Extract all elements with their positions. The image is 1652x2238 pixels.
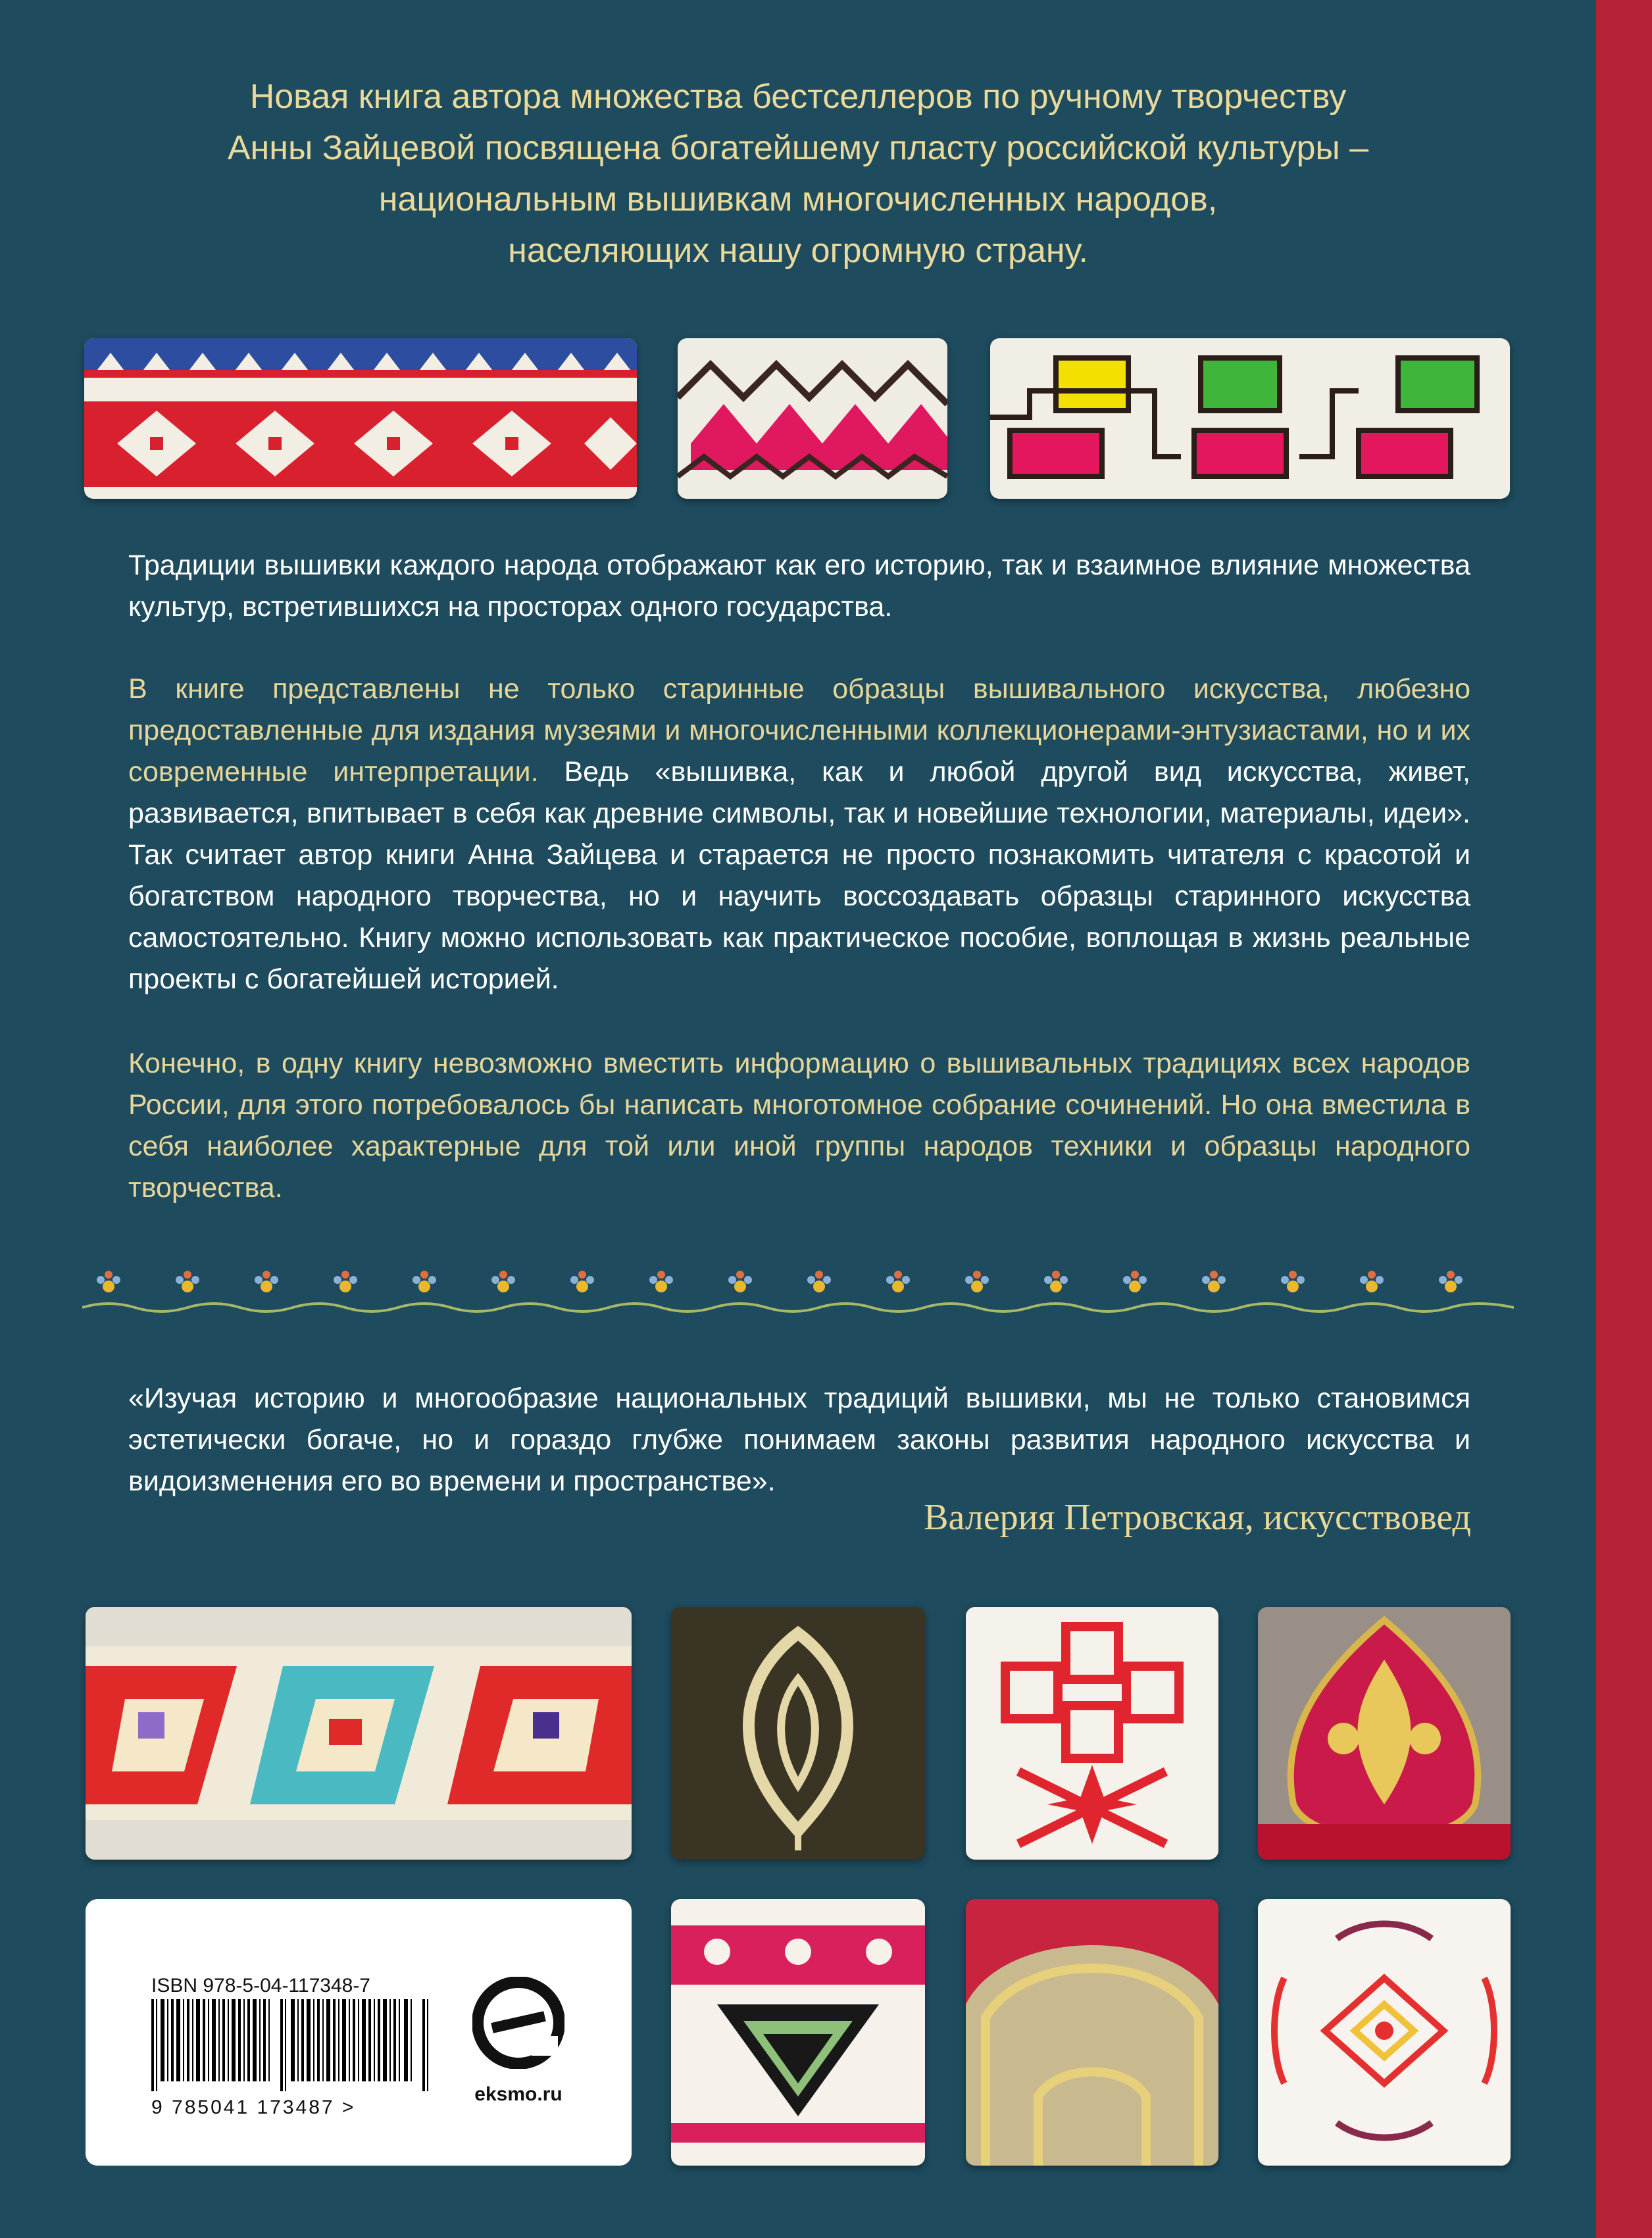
intro-text (99, 71, 1497, 276)
isbn-label: ISBN 978-5-04-117348-7 (151, 1975, 370, 1996)
embroidery-photo-red-blue-band (84, 338, 637, 499)
embroidery-photo-black-chevron (671, 1899, 925, 2166)
intro-line: национальным вышивкам многочисленных народов, (378, 180, 1218, 218)
embroidery-photo-red-cross-stitch (966, 1607, 1218, 1860)
intro-line: Анны Зайцевой посвящена богатейшему пласту российской культуры – (227, 129, 1369, 167)
barcode-digits: 9 785041 173487 > (151, 2097, 356, 2118)
embroidery-photo-red-outline-motif (1258, 1899, 1511, 2166)
embroidery-photo-multicolor-geometric (990, 338, 1510, 499)
embroidery-photo-gold-on-pink-drop (1258, 1607, 1511, 1860)
spine-strip (1596, 0, 1652, 2238)
paragraph-book-content-white: Ведь «вышивка, как и любой другой вид искусства, живет, развивается, впитывает в себя как древние символы, так и новейшие технологии, материалы, идеи». Так считает автор книги Анна Зайцева и старается не просто познакомить читателя с красотой и богатством народного творчества, но и научить воссоздавать образцы старинного искусства самостоятельно. Книгу можно использовать как практическое пособие, воплощая в жизнь реальные проекты с богатейшей историей. (128, 756, 1470, 995)
paragraph-book-content (128, 669, 1470, 1000)
floral-ornament-divider (82, 1267, 1514, 1326)
embroidery-photo-gold-leaf-velvet (671, 1607, 925, 1860)
eksmo-logo-icon (472, 1977, 564, 2069)
embroidery-photo-gold-arch (966, 1899, 1218, 2166)
barcode-panel (86, 1899, 632, 2166)
barcode-bars (151, 1999, 434, 2091)
paragraph-conclusion: Конечно, в одну книгу невозможно вместить информацию о вышивальных традициях всех народов России, для этого потребовалось бы написать многотомное собрание сочинений. Но она вместила в себя наиболее характерные для той или иной группы народов техники и образцы народного творчества. (128, 1048, 1470, 1204)
paragraph-book-content-gold: В книге представлены не только старинные образцы вышивального искусства, любезно предоставленные для издания музеями и многочисленными коллекционерами-энтузиастами, но и их современные интерпретации. (128, 673, 1470, 788)
intro-line: Новая книга автора множества бестселлеров по ручному творчеству (249, 78, 1347, 116)
quote-text: «Изучая историю и многообразие национальных традиций вышивки, мы не только становимся эстетически богаче, но и гораздо глубже понимаем законы развития народного искусства и видоизменения его во времени и пространстве». (128, 1383, 1470, 1497)
publisher-site: eksmo.ru (474, 2083, 563, 2105)
embroidery-photo-geometric-band (86, 1607, 632, 1860)
embroidery-photo-pink-zigzag (678, 338, 947, 499)
quote-author: Валерия Петровская, искусствовед (924, 1497, 1471, 1538)
intro-line: населяющих нашу огромную страну. (508, 232, 1088, 270)
paragraph-traditions: Традиции вышивки каждого народа отображают как его историю, так и взаимное влияние множества культур, встретившихся на просторах одного государства. (128, 549, 1470, 623)
